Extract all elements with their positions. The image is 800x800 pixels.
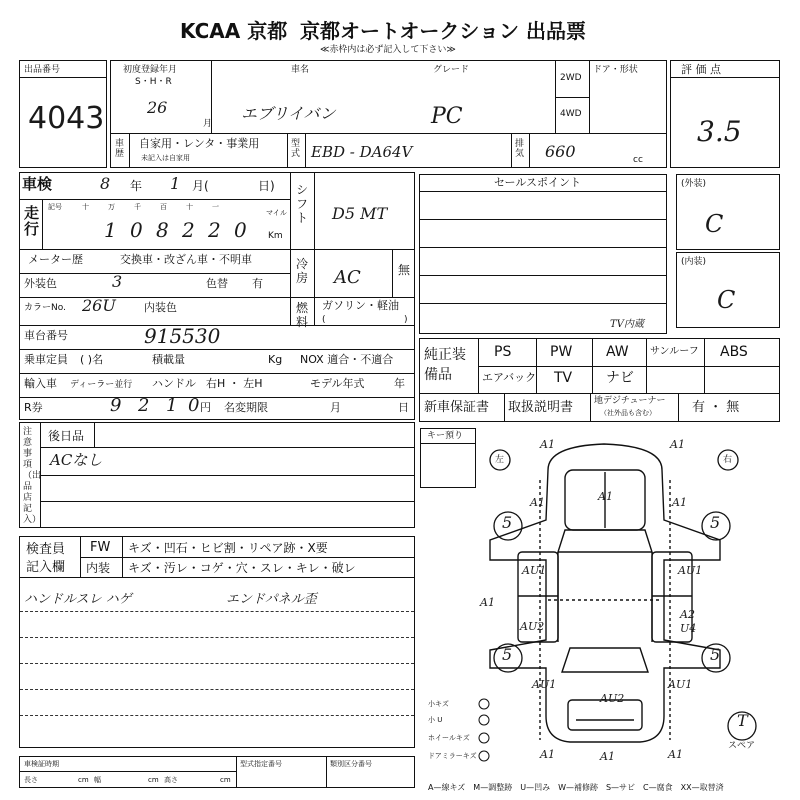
era-label: S・H・R <box>135 77 172 87</box>
ext-grade-value: C <box>705 210 724 238</box>
year-unit: 年 <box>130 179 143 193</box>
damage-mark: AU2 <box>520 620 545 633</box>
key-label: キー預り <box>427 431 464 441</box>
capacity-unit: ( )名 <box>80 353 104 366</box>
tire-front-right: 5 <box>710 513 721 532</box>
fuel-paren: ( <box>322 315 326 325</box>
equip-airbag: エアバック <box>482 371 537 384</box>
shaken-year: 8 <box>100 174 111 193</box>
legend-mirror: ドアミラーキズ <box>428 752 477 760</box>
legend-small-scratch: 小キズ <box>428 700 449 708</box>
damage-legend: A—線キズ M—調整跡 U—凹み W—補修跡 S—サビ C—腐食 XX—取替済 <box>428 783 724 792</box>
damage-mark: A1 <box>598 490 613 503</box>
notes-label: 注意事項（出品店記入） <box>23 427 42 525</box>
equip-abs: ABS <box>720 344 748 360</box>
recycle-label: R券 <box>24 401 43 414</box>
mileage-header: 万 <box>108 203 115 211</box>
width-unit: cm <box>148 776 159 784</box>
spare-mark: T <box>737 711 748 730</box>
equip-aw: AW <box>606 344 629 360</box>
color-change-label: 色替 <box>206 277 228 290</box>
grade: PC <box>431 104 463 129</box>
drive-2wd: 2WD <box>560 73 582 83</box>
import-label: 輸入車 <box>24 377 57 390</box>
mile-unit: マイル <box>266 209 287 217</box>
mileage-digit: 2 <box>208 218 221 242</box>
ext-grade-label: (外装) <box>681 179 707 189</box>
right-side-label: 右 <box>723 455 733 465</box>
inspector-comment-left: ハンドルスレ ハゲ <box>24 592 132 607</box>
equip-sunroof: サンルーフ <box>650 346 699 357</box>
shift-label: シフト <box>296 183 309 225</box>
tire-front-left: 5 <box>502 513 513 532</box>
disp-label: 排気 <box>515 139 525 159</box>
mileage-header: 十 <box>82 203 89 211</box>
digital-label: 地デジチューナー <box>594 396 666 406</box>
form-note: ≪赤枠内は必ず記入して下さい≫ <box>320 45 456 55</box>
class-label: 類別区分番号 <box>330 760 372 768</box>
month-unit: 月 <box>203 119 213 129</box>
damage-mark: A1 <box>600 750 615 763</box>
length-unit: cm <box>78 776 89 784</box>
legend-swatch <box>479 733 489 743</box>
mileage-label: 走行 <box>24 204 40 238</box>
mileage-header: 記号 <box>48 203 62 211</box>
inspector-comment-right: エンドパネル歪 <box>226 592 317 607</box>
car-rear-window <box>562 648 648 672</box>
mileage-header: 百 <box>160 203 167 211</box>
drive-4wd: 4WD <box>560 109 582 119</box>
damage-mark: U4 <box>680 622 697 635</box>
color-change-value: 有 <box>252 277 263 290</box>
recycle-digit: 2 <box>138 395 150 416</box>
handle-label: ハンドル <box>152 377 196 390</box>
digital-note: （社外品も含む） <box>600 409 656 417</box>
shift-value: D5 MT <box>332 204 388 223</box>
vin-value: 915530 <box>144 324 221 348</box>
aircon-none: 無 <box>398 263 411 277</box>
width-label: 幅 <box>94 776 101 784</box>
damage-label: 後日品 <box>48 429 85 443</box>
damage-mark: A1 <box>540 438 555 451</box>
rating-label: 評 価 点 <box>681 63 721 76</box>
recycle-digit: 0 <box>188 395 200 416</box>
damage-mark: A1 <box>480 596 495 609</box>
legend-swatch <box>479 751 489 761</box>
lot-label: 出品番号 <box>24 65 61 75</box>
tire-rear-right: 5 <box>710 645 721 664</box>
door-label: ドア・形状 <box>593 65 638 75</box>
name-change-day: 日 <box>398 401 409 414</box>
meter-options: 交換車・改ざん車・不明車 <box>120 253 252 266</box>
inspector-label: 検査員記入欄 <box>26 542 66 575</box>
model-year-unit: 年 <box>394 377 405 390</box>
damage-mark: AU1 <box>678 564 703 577</box>
fw-label: FW <box>90 540 111 555</box>
damage-mark: AU1 <box>522 564 547 577</box>
nox-label: NOX 適合・不適合 <box>300 353 394 366</box>
mileage-digit: 0 <box>234 218 247 242</box>
legend-wheel: ホイールキズ <box>428 734 470 742</box>
shaken-month-unit: 月( <box>192 179 209 193</box>
mileage-digit: 1 <box>104 218 117 242</box>
color-no-value: 26U <box>82 296 116 315</box>
grade-label: グレード <box>433 65 470 75</box>
shaken-month: 1 <box>170 174 181 193</box>
interior-items: キズ・汚レ・コゲ・穴・スレ・キレ・破レ <box>128 561 356 575</box>
note-text: ACなし <box>50 451 103 469</box>
type-label: 型式指定番号 <box>240 760 282 768</box>
history-options: 自家用・レンタ・事業用 <box>139 137 260 150</box>
warranty-label: 新車保証書 <box>424 400 490 415</box>
int-grade-label: (内装) <box>681 257 707 267</box>
fw-items: キズ・凹石・ヒビ割・リペア跡・X要 <box>128 541 328 555</box>
recycle-digit: 1 <box>166 395 178 416</box>
load-label: 積載量 <box>152 353 185 366</box>
equip-navi: ナビ <box>606 370 634 386</box>
displacement: 660 <box>545 142 576 161</box>
equip-pw: PW <box>550 344 573 360</box>
first-reg-label: 初度登録年月 <box>123 65 178 75</box>
fuel-paren-close: ) <box>404 315 408 325</box>
meter-label: メーター歴 <box>28 253 83 266</box>
cc-unit: cc <box>633 155 643 165</box>
logo: KCAA 京都 <box>180 19 288 43</box>
mileage-header: 一 <box>212 203 219 211</box>
capacity-label: 乗車定員 <box>24 353 68 366</box>
digital-value: 有 ・ 無 <box>692 400 740 415</box>
manual-label: 取扱説明書 <box>508 400 574 415</box>
fuel-label: 燃料 <box>296 301 309 329</box>
yen-unit: 円 <box>200 401 211 414</box>
damage-mark: A1 <box>670 438 685 451</box>
equip-tv: TV <box>554 370 573 386</box>
history-note: 未記入は自家用 <box>141 154 190 162</box>
interior-label: 内装 <box>86 561 111 575</box>
damage-mark: A1 <box>530 496 545 509</box>
shaken-day-unit: 日) <box>258 179 275 193</box>
handle-options: 右H ・ 左H <box>206 377 263 390</box>
mileage-header: 千 <box>134 203 141 211</box>
car-name-label: 車名 <box>291 65 310 75</box>
aircon-value: AC <box>334 267 361 288</box>
mileage-digit: 8 <box>156 218 169 242</box>
left-side-label: 左 <box>495 455 505 465</box>
recycle-digit: 9 <box>110 395 122 416</box>
height-label: 高さ <box>164 776 178 784</box>
ext-color-value: 3 <box>112 272 123 291</box>
equipment-label: 純正装備品 <box>424 347 466 383</box>
model-value: EBD - DA64V <box>311 143 413 161</box>
model-year-label: モデル年式 <box>310 377 365 390</box>
km-unit: Km <box>268 231 283 241</box>
damage-mark: AU1 <box>532 678 557 691</box>
height-unit: cm <box>220 776 231 784</box>
length-label: 長さ <box>24 776 38 784</box>
lot-number: 4043 <box>28 101 105 136</box>
tire-rear-left: 5 <box>502 645 513 664</box>
sales-point-title: セールスポイント <box>494 176 582 189</box>
ext-color-label: 外装色 <box>24 277 57 290</box>
dealer-label: ディーラー並行 <box>70 380 133 390</box>
damage-mark: A2 <box>680 608 695 621</box>
car-windshield <box>558 530 652 552</box>
cert-date-label: 車検証時期 <box>24 760 59 768</box>
first-reg-year: 26 <box>147 98 168 117</box>
shaken-label: 車検 <box>22 175 53 193</box>
name-change-label: 名変期限 <box>224 401 268 414</box>
model-label: 型式 <box>291 139 301 159</box>
damage-mark: A1 <box>668 748 683 761</box>
tv-note: TV内蔵 <box>610 319 644 330</box>
damage-mark: A1 <box>540 748 555 761</box>
damage-mark: AU1 <box>668 678 693 691</box>
name-change-month: 月 <box>330 401 341 414</box>
int-color-label: 内装色 <box>144 301 177 314</box>
color-no-label: カラーNo. <box>24 303 66 313</box>
mileage-digit: 0 <box>130 218 143 242</box>
equip-ps: PS <box>494 344 512 360</box>
mileage-digit: 2 <box>182 218 195 242</box>
rating-value: 3.5 <box>697 115 742 148</box>
legend-swatch <box>479 715 489 725</box>
form-title: 京都オートオークション 出品票 <box>300 19 586 43</box>
load-unit: Kg <box>268 353 283 366</box>
int-grade-value: C <box>717 286 736 314</box>
car-name: エブリイバン <box>241 104 336 123</box>
aircon-label: 冷房 <box>296 257 309 285</box>
vin-label: 車台番号 <box>24 329 68 342</box>
fuel-options: ガソリン・軽油 <box>322 299 399 312</box>
spare-label: スペア <box>728 741 756 751</box>
damage-mark: A1 <box>672 496 687 509</box>
legend-small-u: 小 U <box>428 716 443 724</box>
history-label: 車歴 <box>115 139 125 159</box>
damage-mark: AU2 <box>600 692 625 705</box>
legend-swatch <box>479 699 489 709</box>
mileage-header: 十 <box>186 203 193 211</box>
